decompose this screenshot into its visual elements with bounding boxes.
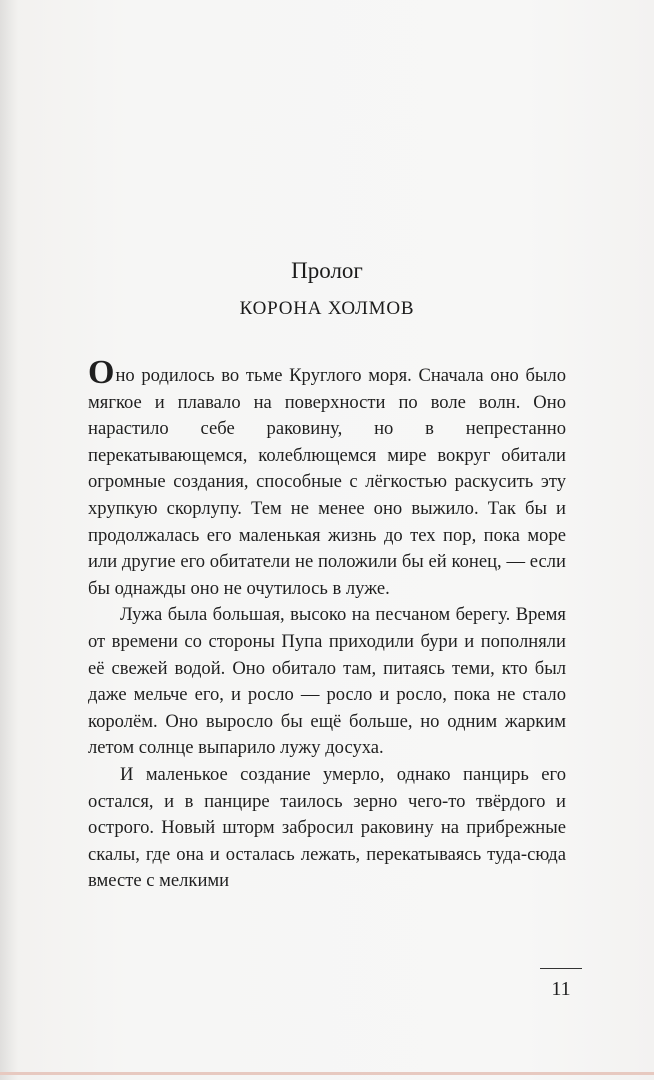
page-bottom-edge: [0, 1072, 654, 1075]
paragraph-2: Лужа была большая, высоко на песчаном берегу. Время от времени со стороны Пупа приходили бури и пополняли её свежей водой. Оно обитало там, питаясь теми, кто был даже мельче его, и росло — росло и росло, пока не стало королём. Оно выросло бы ещё больше, но одним жарким летом солнце выпарило лужу досуха.: [88, 604, 566, 759]
body-text: [88, 354, 566, 895]
paragraph-1-text: но родилось во тьме Круглого моря. Сначала оно было мягкое и плавало на поверхности по воле волн. Оно нарастило себе раковину, но в непрестанно перекатывающемся, колеблющемся мире вокруг обитали огромные создания, способные с лёгкостью раскусить эту хрупкую скорлупу. Тем не менее оно выжило. Так бы и продолжалась его маленькая жизнь до тех пор, пока море или другие его обитатели не положили бы ей конец, — если бы однажды оно не очутилось в луже.: [88, 365, 566, 599]
page-number: 11: [551, 978, 571, 1000]
paragraph-1: [88, 354, 566, 602]
footer-rule: [540, 968, 582, 969]
drop-cap: О: [88, 354, 115, 391]
chapter-title: КОРОНА ХОЛМОВ: [239, 298, 415, 319]
paragraph-3: И маленькое создание умерло, однако панцирь его остался, и в панцире таилось зерно чего-то твёрдого и острого. Новый шторм забросил раковину на прибрежные скалы, где она и осталась лежать, перекатываясь туда-сюда вместе с мелкими: [88, 763, 566, 892]
page-gutter-shadow: [0, 0, 18, 1080]
chapter-label: Пролог: [291, 258, 363, 283]
